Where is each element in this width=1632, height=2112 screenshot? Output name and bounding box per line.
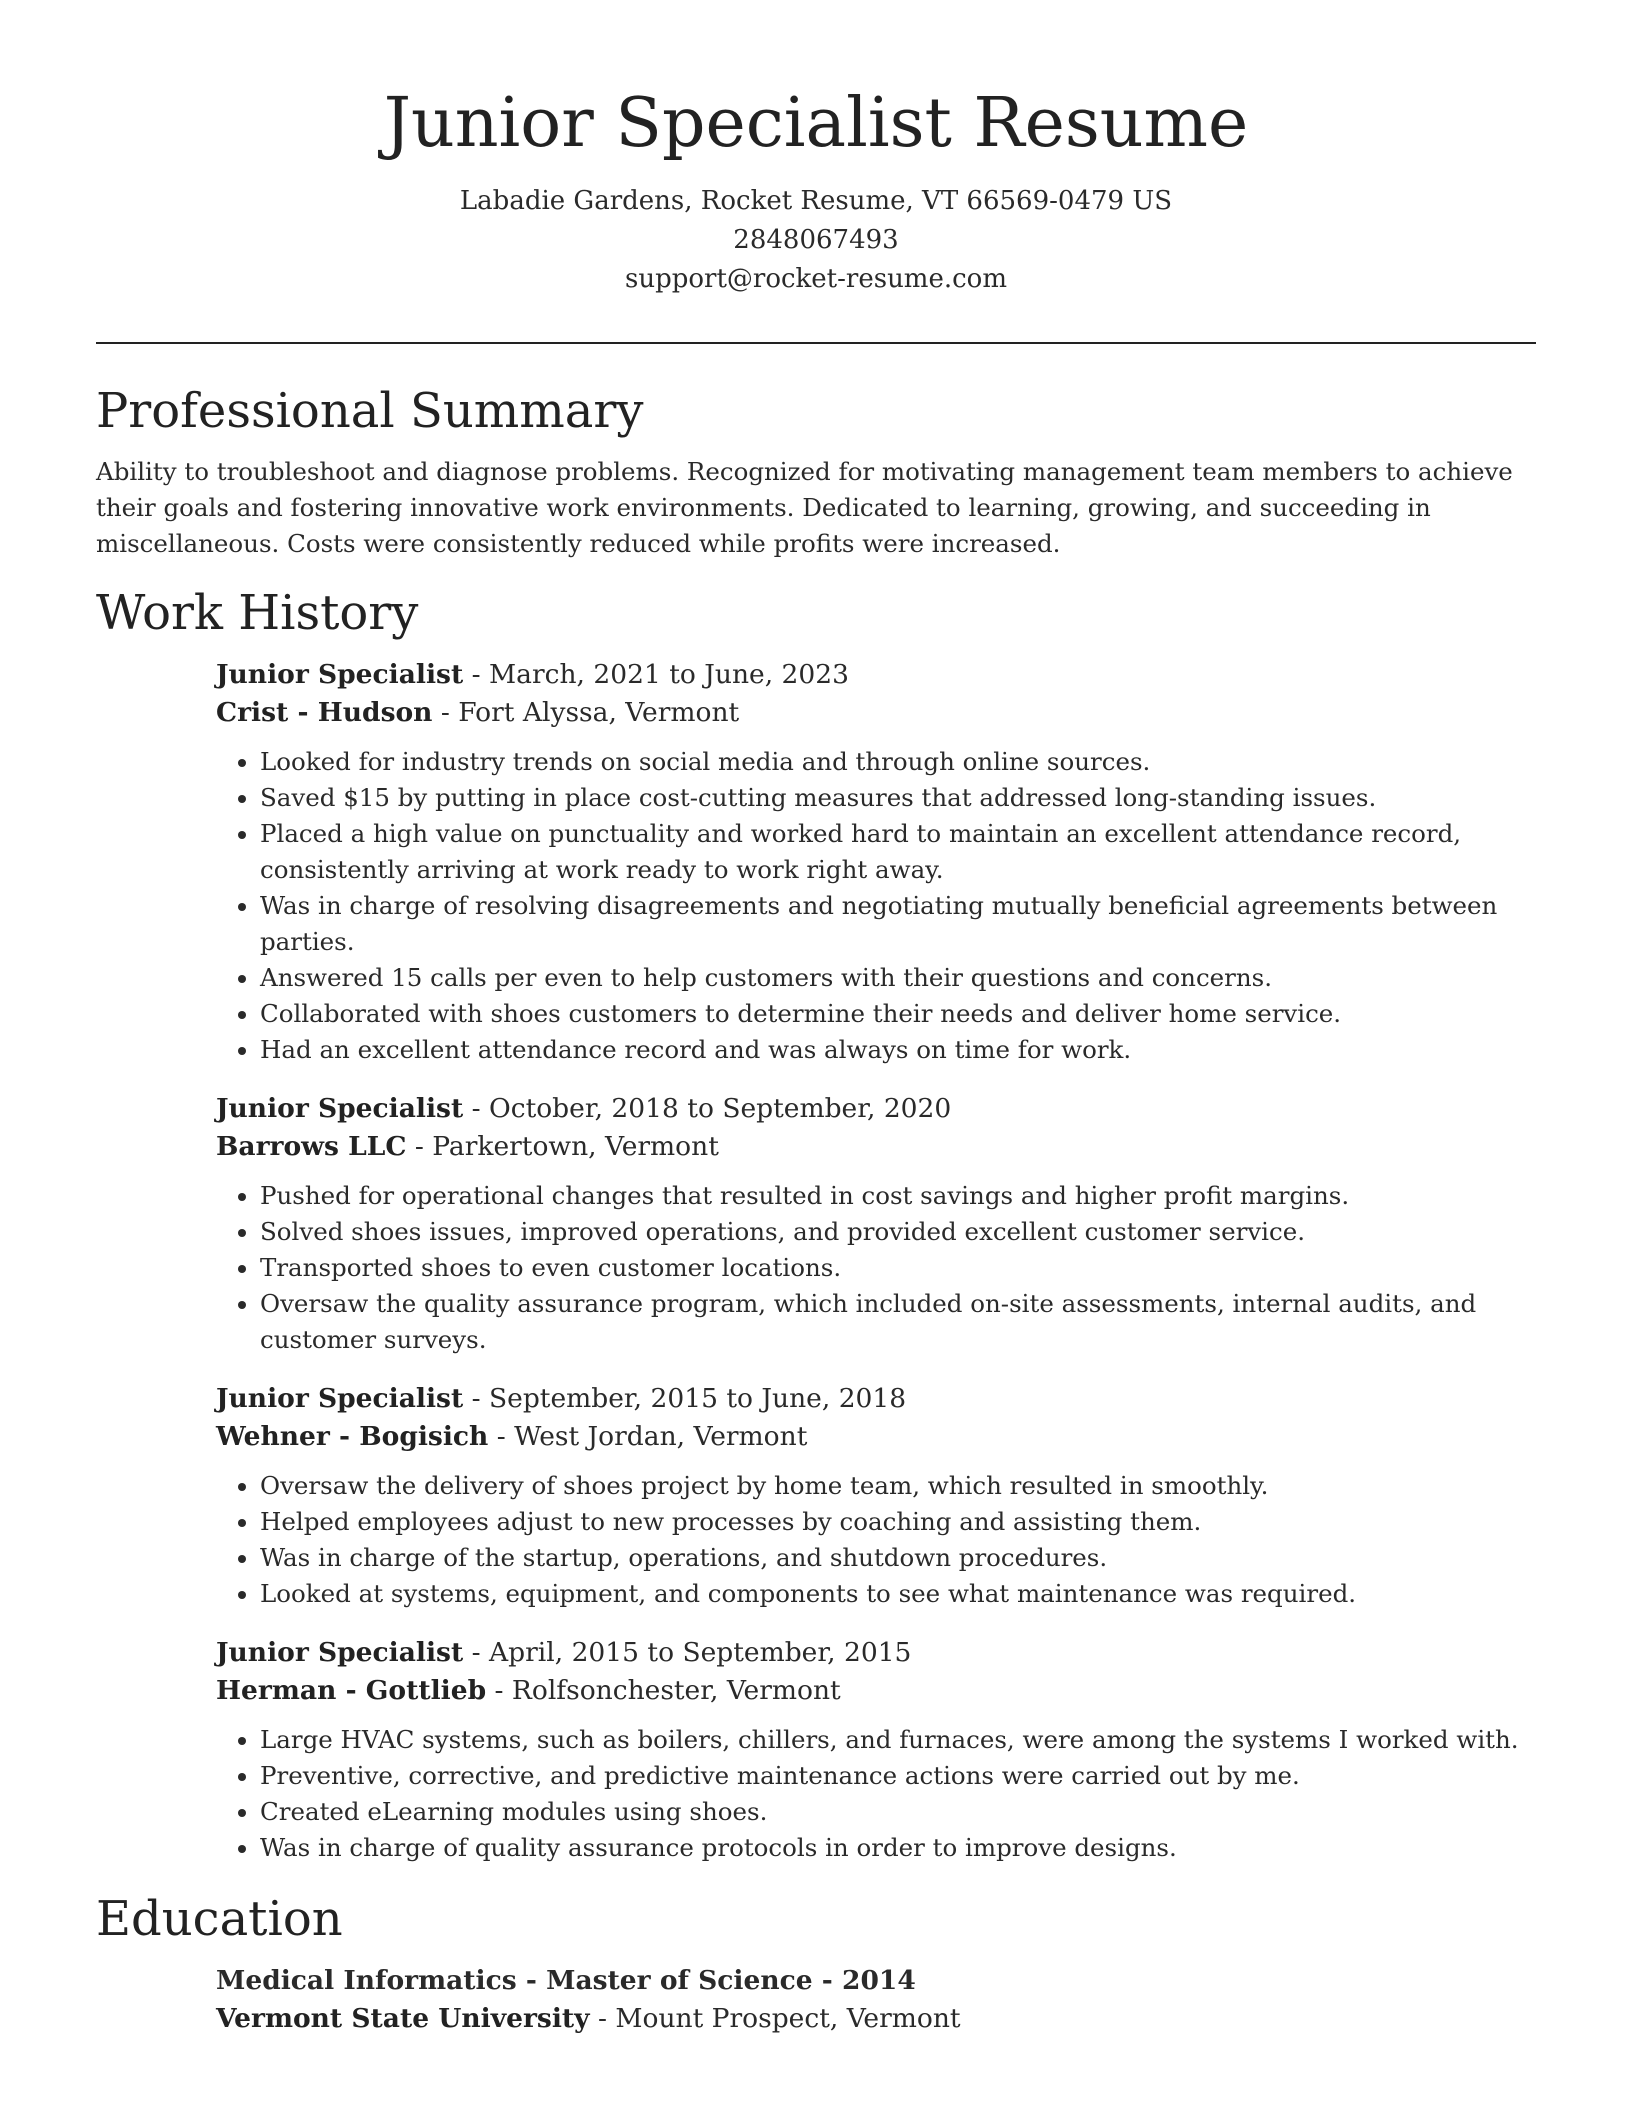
job-bullets [216, 1468, 1536, 1612]
job-bullet: • Pushed for operational changes that resulted in cost savings and higher profit margins. [260, 1178, 1536, 1214]
education-section [96, 1888, 1536, 2038]
job-location: - Rolfsonchester, Vermont [486, 1675, 841, 1706]
resume-title: Junior Specialist Resume [383, 84, 1249, 163]
job-bullet: • Placed a high value on punctuality and worked hard to maintain an excellent attendance record, consistently arriving at work ready to work right away. [260, 816, 1536, 888]
school-location: - Mount Prospect, Vermont [589, 2003, 961, 2034]
job-role: Junior Specialist [216, 659, 464, 690]
summary-text: Ability to troubleshoot and diagnose problems. Recognized for motivating management team members to achieve their goals and fostering innovative work environments. Dedicated to learning, growing, and succeeding in miscellaneous. Costs were consistently reduced while profits were increased. [96, 457, 1513, 558]
work-history-section [96, 582, 1536, 1866]
job-bullet: • Was in charge of the startup, operations, and shutdown procedures. [260, 1540, 1536, 1576]
job-title-line [216, 1634, 1536, 1672]
job-bullets [216, 1722, 1536, 1866]
job-bullet: • Created eLearning modules using shoes. [260, 1794, 1536, 1830]
job-title-line [216, 656, 1536, 694]
job-title-line [216, 1090, 1536, 1128]
job-company-line [216, 1418, 1536, 1456]
job-bullets [216, 1178, 1536, 1358]
job-entry [216, 1090, 1536, 1358]
school-line [216, 2000, 1536, 2038]
education-entry [216, 1962, 1536, 2038]
job-bullet: • Had an excellent attendance record and was always on time for work. [260, 1032, 1536, 1068]
job-bullet: • Solved shoes issues, improved operations, and provided excellent customer service. [260, 1214, 1536, 1250]
job-company: Herman - Gottlieb [216, 1675, 487, 1706]
job-title-line [216, 1380, 1536, 1418]
summary-heading: Professional Summary [96, 383, 644, 439]
address-text: Labadie Gardens, Rocket Resume, VT 66569-0479 US [459, 186, 1173, 216]
header-divider [96, 342, 1536, 344]
job-location: - Fort Alyssa, Vermont [432, 697, 740, 728]
job-company-line [216, 694, 1536, 732]
education-heading: Education [96, 1891, 343, 1947]
job-bullet: • Answered 15 calls per even to help customers with their questions and concerns. [260, 960, 1536, 996]
job-location: - West Jordan, Vermont [488, 1421, 808, 1452]
job-company: Wehner - Bogisich [216, 1421, 489, 1452]
phone-text: 2848067493 [733, 225, 899, 255]
job-bullet: • Oversaw the delivery of shoes project by home team, which resulted in smoothly. [260, 1468, 1536, 1504]
job-bullet: • Saved $15 by putting in place cost-cutting measures that addressed long-standing issues. [260, 780, 1536, 816]
degree-line: Medical Informatics - Master of Science - 2014 [216, 1965, 916, 1996]
job-bullet: • Oversaw the quality assurance program, which included on-site assessments, internal audits, and customer surveys. [260, 1286, 1536, 1358]
job-dates: - April, 2015 to September, 2015 [463, 1637, 912, 1668]
job-company-line [216, 1672, 1536, 1710]
jobs-list [216, 656, 1536, 1866]
job-entry [216, 656, 1536, 1068]
job-role: Junior Specialist [216, 1637, 464, 1668]
job-bullet: • Transported shoes to even customer locations. [260, 1250, 1536, 1286]
job-company: Crist - Hudson [216, 697, 433, 728]
summary-section [96, 380, 1536, 562]
job-dates: - March, 2021 to June, 2023 [463, 659, 849, 690]
resume-header [0, 0, 1632, 299]
job-bullet: • Was in charge of resolving disagreements and negotiating mutually beneficial agreements between parties. [260, 888, 1536, 960]
job-bullet: • Helped employees adjust to new processes by coaching and assisting them. [260, 1504, 1536, 1540]
job-location: - Parkertown, Vermont [406, 1131, 719, 1162]
job-company: Barrows LLC [216, 1131, 407, 1162]
job-bullet: • Collaborated with shoes customers to determine their needs and deliver home service. [260, 996, 1536, 1032]
email-text: support@rocket-resume.com [624, 264, 1007, 294]
job-company-line [216, 1128, 1536, 1166]
job-entry [216, 1380, 1536, 1612]
work-history-heading: Work History [96, 585, 419, 641]
job-role: Junior Specialist [216, 1093, 464, 1124]
job-bullet: • Preventive, corrective, and predictive maintenance actions were carried out by me. [260, 1758, 1536, 1794]
job-bullets [216, 744, 1536, 1068]
job-dates: - September, 2015 to June, 2018 [463, 1383, 907, 1414]
resume-content [96, 380, 1536, 2038]
job-bullet: • Was in charge of quality assurance protocols in order to improve designs. [260, 1830, 1536, 1866]
job-entry [216, 1634, 1536, 1866]
job-dates: - October, 2018 to September, 2020 [463, 1093, 952, 1124]
job-bullet: • Large HVAC systems, such as boilers, chillers, and furnaces, were among the systems I worked with. [260, 1722, 1536, 1758]
school-name: Vermont State University [216, 2003, 590, 2034]
job-bullet: • Looked for industry trends on social media and through online sources. [260, 744, 1536, 780]
job-role: Junior Specialist [216, 1383, 464, 1414]
job-bullet: • Looked at systems, equipment, and components to see what maintenance was required. [260, 1576, 1536, 1612]
